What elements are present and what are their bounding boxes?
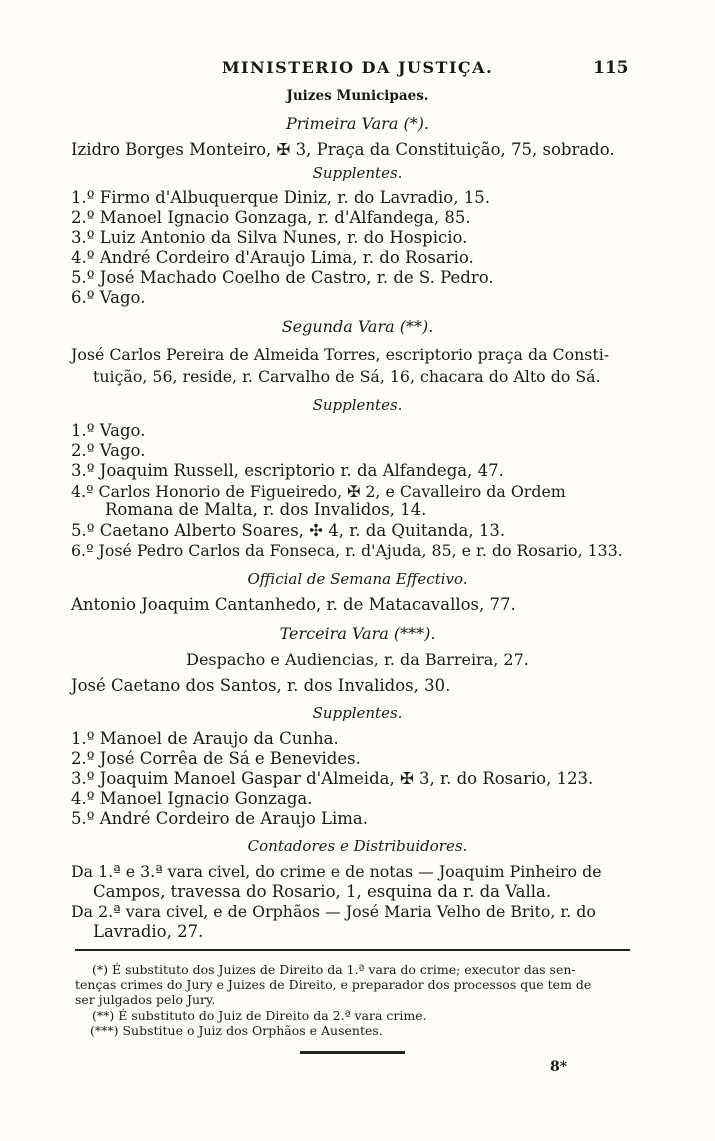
contadores-line-1: Da 1.ª e 3.ª vara civel, do crime e de notas — Joaquim Pinheiro de xyxy=(71,862,602,881)
contadores-heading: Contadores e Distribuidores. xyxy=(247,837,468,855)
vara2-heading: Segunda Vara (**). xyxy=(281,317,434,336)
vara1-supplentes-heading: Supplentes. xyxy=(312,164,403,182)
contadores-line-4: Lavradio, 27. xyxy=(93,922,204,941)
end-ornament-rule xyxy=(300,1051,405,1054)
vara3-supplente-3: 3.º Joaquim Manoel Gaspar d'Almeida, ✠ 3, r. do Rosario, 123. xyxy=(71,769,594,788)
vara1-supplente-2: 2.º Manoel Ignacio Gonzaga, r. d'Alfandega, 85. xyxy=(71,208,471,227)
vara2-judge-line-1: José Carlos Pereira de Almeida Torres, escriptorio praça da Consti- xyxy=(71,345,610,364)
vara2-supplente-1: 1.º Vago. xyxy=(71,421,146,440)
official-heading: Official de Semana Effectivo. xyxy=(247,570,468,588)
vara2-supplente-2: 2.º Vago. xyxy=(71,441,146,460)
contadores-line-2: Campos, travessa do Rosario, 1, esquina da r. da Valla. xyxy=(93,882,552,901)
signature-mark: 8* xyxy=(550,1059,568,1075)
vara2-supplente-4-cont: Romana de Malta, r. dos Invalidos, 14. xyxy=(105,500,427,519)
vara1-supplente-4: 4.º André Cordeiro d'Araujo Lima, r. do Rosario. xyxy=(71,248,474,267)
vara3-supplente-2: 2.º José Corrêa de Sá e Benevides. xyxy=(71,749,361,768)
vara2-supplente-6: 6.º José Pedro Carlos da Fonseca, r. d'Ajuda, 85, e r. do Rosario, 133. xyxy=(71,541,623,560)
footnote-3: (***) Substitue o Juiz dos Orphãos e Ausentes. xyxy=(90,1023,383,1038)
vara2-judge-line-2: tuição, 56, reside, r. Carvalho de Sá, 16, chacara do Alto do Sá. xyxy=(93,367,601,386)
vara3-heading: Terceira Vara (***). xyxy=(279,624,436,643)
vara2-supplente-4: 4.º Carlos Honorio de Figueiredo, ✠ 2, e Cavalleiro da Ordem xyxy=(71,482,566,501)
vara1-judge: Izidro Borges Monteiro, ✠ 3, Praça da Constituição, 75, sobrado. xyxy=(71,140,615,159)
footnote-divider xyxy=(75,949,630,951)
page-number: 115 xyxy=(593,58,629,78)
section-title: Juizes Municipaes. xyxy=(286,88,429,104)
vara3-supplente-5: 5.º André Cordeiro de Araujo Lima. xyxy=(71,809,368,828)
footnote-1-line-2: tenças crimes do Jury e Juizes de Direito, e preparador dos processos que tem de xyxy=(75,977,592,992)
vara3-supplente-4: 4.º Manoel Ignacio Gonzaga. xyxy=(71,789,313,808)
vara2-supplentes-heading: Supplentes. xyxy=(312,396,403,414)
vara1-supplente-5: 5.º José Machado Coelho de Castro, r. de S. Pedro. xyxy=(71,268,494,287)
official-name: Antonio Joaquim Cantanhedo, r. de Matacavallos, 77. xyxy=(71,595,516,614)
vara3-judge: José Caetano dos Santos, r. dos Invalidos, 30. xyxy=(71,676,451,695)
page-header-title: MINISTERIO DA JUSTIÇA. xyxy=(221,58,494,77)
vara2-supplente-5: 5.º Caetano Alberto Soares, ✣ 4, r. da Quitanda, 13. xyxy=(71,521,506,540)
vara2-supplente-3: 3.º Joaquim Russell, escriptorio r. da Alfandega, 47. xyxy=(71,461,504,480)
vara1-heading: Primeira Vara (*). xyxy=(285,114,430,133)
vara1-supplente-3: 3.º Luiz Antonio da Silva Nunes, r. do Hospicio. xyxy=(71,228,468,247)
contadores-line-3: Da 2.ª vara civel, e de Orphãos — José Maria Velho de Brito, r. do xyxy=(71,902,596,921)
vara3-supplentes-heading: Supplentes. xyxy=(312,704,403,722)
vara3-supplente-1: 1.º Manoel de Araujo da Cunha. xyxy=(71,729,339,748)
footnote-2: (**) É substituto do Juiz de Direito da 2.ª vara crime. xyxy=(92,1008,427,1023)
vara1-supplente-1: 1.º Firmo d'Albuquerque Diniz, r. do Lavradio, 15. xyxy=(71,188,490,207)
footnote-1-line-3: ser julgados pelo Jury. xyxy=(75,992,216,1007)
footnote-1-line-1: (*) É substituto dos Juizes de Direito da 1.ª vara do crime; executor das sen- xyxy=(92,962,576,977)
vara3-despacho: Despacho e Audiencias, r. da Barreira, 27. xyxy=(186,650,529,669)
vara1-supplente-6: 6.º Vago. xyxy=(71,288,146,307)
